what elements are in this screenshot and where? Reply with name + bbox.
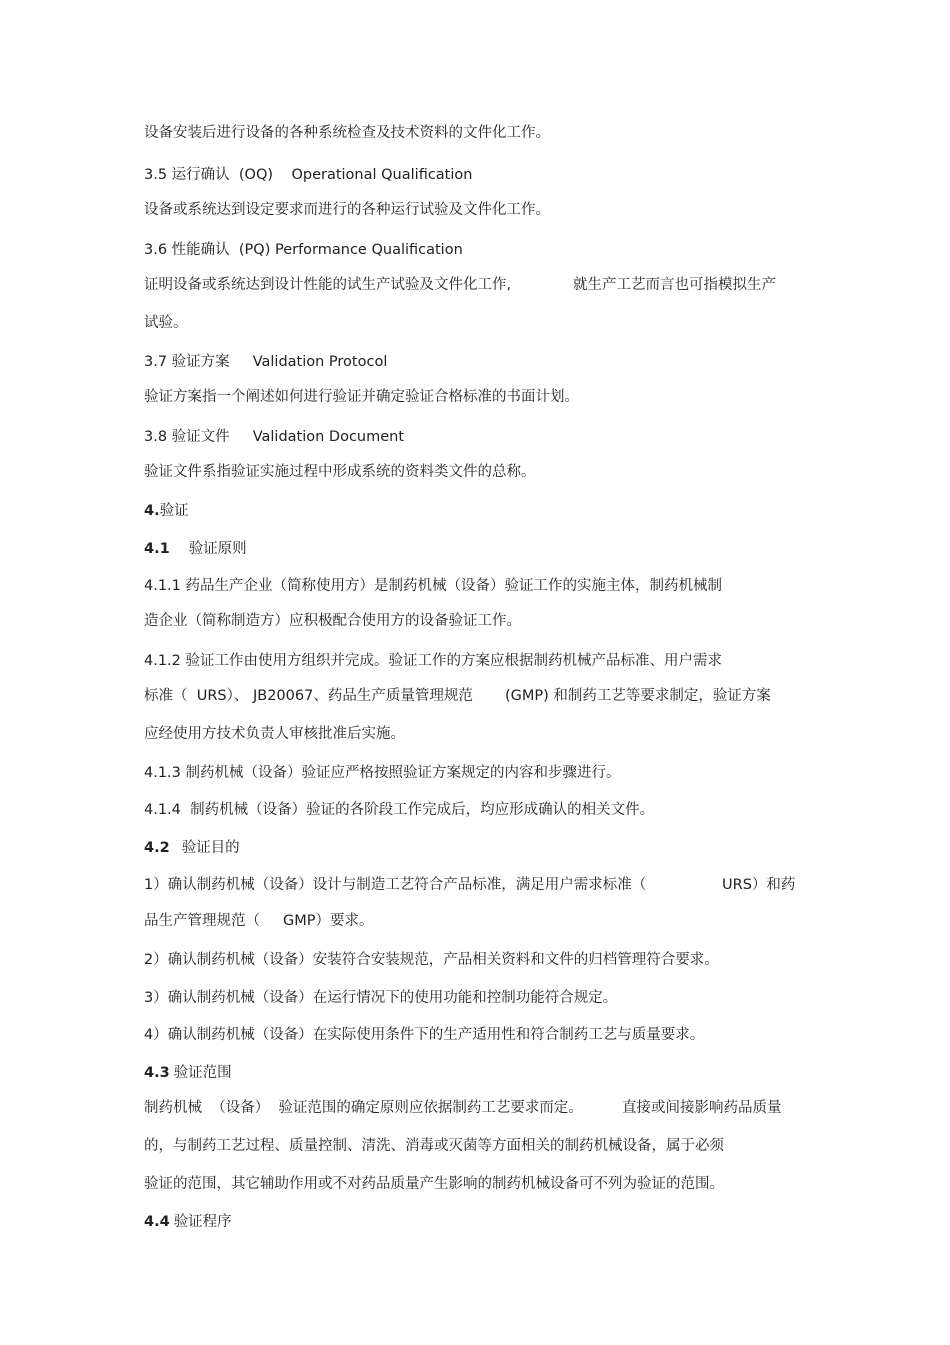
list-item: 2）确认制药机械（设备）安装符合安装规范，产品相关资料和文件的归档管理符合要求。: [144, 952, 719, 968]
list-item: 4）确认制药机械（设备）在实际使用条件下的生产适用性和符合制药工艺与质量要求。: [144, 1027, 705, 1043]
section-heading: 3.5 运行确认 (OQ) Operational Qualification: [144, 167, 473, 183]
text-line: 证明设备或系统达到设计性能的试生产试验及文件化工作,: [144, 277, 512, 293]
text-line: 应经使用方技术负责人审核批准后实施。: [144, 726, 405, 742]
section-heading: 3.7 验证方案 Validation Protocol: [144, 354, 388, 370]
heading-number: 4.3: [144, 1065, 170, 1081]
text-line: 制药机械 （设备） 验证范围的确定原则应依据制药工艺要求而定。: [144, 1100, 583, 1116]
section-heading: 3.8 验证文件 Validation Document: [144, 429, 405, 445]
text-line: 验证文件系指验证实施过程中形成系统的资料类文件的总称。: [144, 464, 536, 480]
text-line-continued: 直接或间接影响药品质量: [622, 1100, 782, 1116]
heading-text: 验证原则: [188, 541, 247, 557]
text-line: 品生产管理规范（ GMP）要求。: [144, 913, 374, 929]
heading-text: 验证: [159, 503, 189, 519]
text-line: 4.1.2 验证工作由使用方组织并完成。验证工作的方案应根据制药机械产品标准、用户需求: [144, 653, 722, 669]
text-line: 试验。: [144, 315, 188, 331]
chapter-heading: [144, 502, 189, 520]
text-line: 4.1.3 制药机械（设备）验证应严格按照验证方案规定的内容和步骤进行。: [144, 765, 621, 781]
heading-text: 验证程序: [173, 1214, 232, 1230]
text-line: 造企业（简称制造方）应积极配合使用方的设备验证工作。: [144, 613, 521, 629]
heading-number: 4.4: [144, 1214, 170, 1230]
heading-number: 4.1: [144, 541, 170, 557]
section-heading: [144, 540, 247, 558]
heading-text: 验证范围: [173, 1065, 232, 1081]
text-line: 设备安装后进行设备的各种系统检查及技术资料的文件化工作。: [144, 125, 550, 141]
text-line: 验证的范围，其它辅助作用或不对药品质量产生影响的制药机械设备可不列为验证的范围。: [144, 1176, 724, 1192]
text-line: 的，与制药工艺过程、质量控制、清洗、消毒或灭菌等方面相关的制药机械设备，属于必须: [144, 1138, 724, 1154]
list-item: 1）确认制药机械（设备）设计与制造工艺符合产品标准，满足用户需求标准（: [144, 877, 647, 893]
text-line: 设备或系统达到设定要求而进行的各种运行试验及文件化工作。: [144, 202, 550, 218]
text-line: 4.1.1 药品生产企业（简称使用方）是制药机械（设备）验证工作的实施主体，制药机械制: [144, 578, 722, 594]
text-line: 标准（ URS）、 JB20067、药品生产质量管理规范: [144, 688, 473, 704]
text-line-continued: URS）和药: [722, 877, 796, 893]
text-line: 验证方案指一个阐述如何进行验证并确定验证合格标准的书面计划。: [144, 389, 579, 405]
heading-number: 4.: [144, 503, 160, 519]
text-line-continued: 就生产工艺而言也可指模拟生产: [573, 277, 776, 293]
heading-number: 4.2: [144, 840, 170, 856]
heading-text: 验证目的: [181, 840, 240, 856]
text-line: 4.1.4 制药机械（设备）验证的各阶段工作完成后，均应形成确认的相关文件。: [144, 802, 655, 818]
text-line-continued: (GMP) 和制药工艺等要求制定，验证方案: [505, 688, 771, 704]
section-heading: [144, 839, 240, 857]
section-heading: [144, 1213, 232, 1231]
list-item: 3）确认制药机械（设备）在运行情况下的使用功能和控制功能符合规定。: [144, 990, 618, 1006]
section-heading: [144, 1064, 232, 1082]
section-heading: 3.6 性能确认 (PQ) Performance Qualification: [144, 242, 463, 258]
